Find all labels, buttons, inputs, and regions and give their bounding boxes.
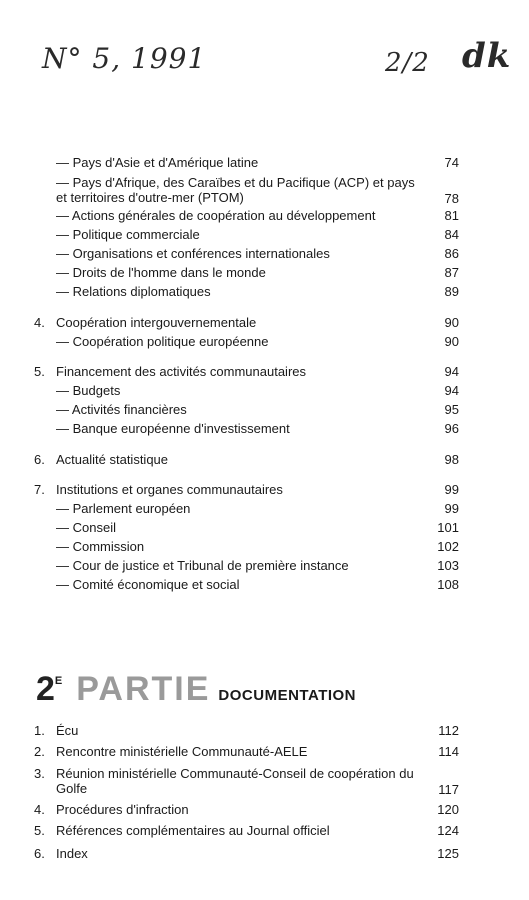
toc-row [0, 845, 529, 863]
part-subtitle: DOCUMENTATION [218, 687, 357, 704]
toc-entry-label: Coopération intergouvernementale [56, 315, 257, 330]
toc-page-number: 103 [437, 558, 459, 573]
toc-page-number: 89 [444, 284, 459, 299]
toc-page-number: 120 [437, 802, 459, 817]
toc-row [0, 382, 529, 400]
toc-page-number: 74 [444, 155, 459, 170]
toc-page-number: 94 [444, 364, 459, 379]
toc-row [0, 765, 529, 799]
toc-section-number: 6. [34, 846, 45, 861]
toc-page-number: 96 [444, 421, 459, 436]
toc-page-number: 87 [444, 265, 459, 280]
toc-entry-label: — Droits de l'homme dans le monde [56, 265, 266, 280]
toc-page-number: 125 [437, 846, 459, 861]
toc-page-number: 90 [444, 315, 459, 330]
toc-row [0, 500, 529, 518]
toc-row [0, 576, 529, 594]
toc-entry-label: — Politique commerciale [56, 227, 200, 242]
toc-entry-label: — Pays d'Asie et d'Amérique latine [56, 155, 259, 170]
toc-page-number: 90 [444, 334, 459, 349]
toc-entry-label: — Pays d'Afrique, des Caraïbes et du Pacifique (ACP) et pays et territoires d'outre-mer (PTOM) [56, 175, 415, 205]
toc-entry-label: — Cour de justice et Tribunal de première instance [56, 558, 349, 573]
toc-section-number: 6. [34, 452, 45, 467]
part-number: 2 [36, 670, 55, 708]
toc-row [0, 333, 529, 351]
toc-entry-label: — Commission [56, 539, 145, 554]
toc-entry-label: — Actions générales de coopération au développement [56, 208, 376, 223]
toc-page-number: 124 [437, 823, 459, 838]
toc-entry-label: — Organisations et conférences internationales [56, 246, 330, 261]
toc-page-number: 114 [438, 744, 459, 759]
toc-row [0, 481, 529, 499]
toc-section-number: 1. [34, 723, 45, 738]
toc-entry-label: — Parlement européen [56, 501, 191, 516]
toc-row [0, 822, 529, 840]
toc-row [0, 245, 529, 263]
toc-entry-label: — Conseil [56, 520, 116, 535]
toc-page-number: 101 [437, 520, 459, 535]
toc-page-number: 99 [444, 501, 459, 516]
toc-row [0, 207, 529, 225]
toc-entry-label: — Activités financières [56, 402, 187, 417]
part-number-superscript: E [54, 675, 63, 687]
toc-row [0, 722, 529, 740]
toc-page-number: 78 [444, 191, 459, 206]
toc-entry-label: — Budgets [56, 383, 121, 398]
toc-entry-label: Procédures d'infraction [56, 802, 189, 817]
toc-entry-label: Écu [56, 723, 79, 738]
toc-entry-label: Index [56, 846, 88, 861]
toc-row [0, 538, 529, 556]
toc-page-number: 112 [438, 723, 459, 738]
part-heading [36, 670, 356, 710]
toc-entry-label: Rencontre ministérielle Communauté-AELE [56, 744, 308, 759]
toc-page-number: 99 [444, 482, 459, 497]
toc-page-number: 86 [444, 246, 459, 261]
toc-row [0, 451, 529, 469]
toc-page-number: 98 [444, 452, 459, 467]
toc-row [0, 363, 529, 381]
toc-page-number: 84 [444, 227, 459, 242]
toc-row [0, 226, 529, 244]
toc-section-number: 5. [34, 364, 45, 379]
toc-row [0, 174, 529, 208]
handwritten-initials: dk [462, 36, 512, 76]
toc-entry-label: — Comité économique et social [56, 577, 240, 592]
part-word: PARTIE [76, 670, 211, 708]
toc-row [0, 801, 529, 819]
toc-page-number: 94 [444, 383, 459, 398]
toc-section-number: 3. [34, 766, 45, 781]
toc-row [0, 401, 529, 419]
toc-row [0, 557, 529, 575]
toc-entry-label: Financement des activités communautaires [56, 364, 307, 379]
toc-section-number: 2. [34, 744, 45, 759]
toc-entry-label: Actualité statistique [56, 452, 169, 467]
toc-entry-label: Réunion ministérielle Communauté-Conseil de coopération du Golfe [56, 766, 414, 796]
toc-row [0, 264, 529, 282]
toc-page-number: 117 [438, 782, 459, 797]
handwritten-issue-number: N° 5, 1991 [42, 42, 207, 75]
toc-page-number: 102 [437, 539, 459, 554]
toc-row [0, 743, 529, 761]
toc-section-number: 5. [34, 823, 45, 838]
toc-row [0, 283, 529, 301]
toc-page-number: 95 [444, 402, 459, 417]
toc-entry-label: Références complémentaires au Journal officiel [56, 823, 330, 838]
toc-row [0, 314, 529, 332]
toc-row [0, 154, 529, 172]
toc-section-number: 4. [34, 802, 45, 817]
toc-section-number: 7. [34, 482, 45, 497]
toc-section-number: 4. [34, 315, 45, 330]
handwritten-part-fraction: 2/2 [385, 48, 430, 78]
toc-row [0, 420, 529, 438]
toc-row [0, 519, 529, 537]
toc-entry-label: Institutions et organes communautaires [56, 482, 283, 497]
toc-page-number: 108 [437, 577, 459, 592]
toc-entry-label: — Coopération politique européenne [56, 334, 269, 349]
toc-entry-label: — Relations diplomatiques [56, 284, 211, 299]
toc-page-number: 81 [444, 208, 459, 223]
toc-entry-label: — Banque européenne d'investissement [56, 421, 290, 436]
